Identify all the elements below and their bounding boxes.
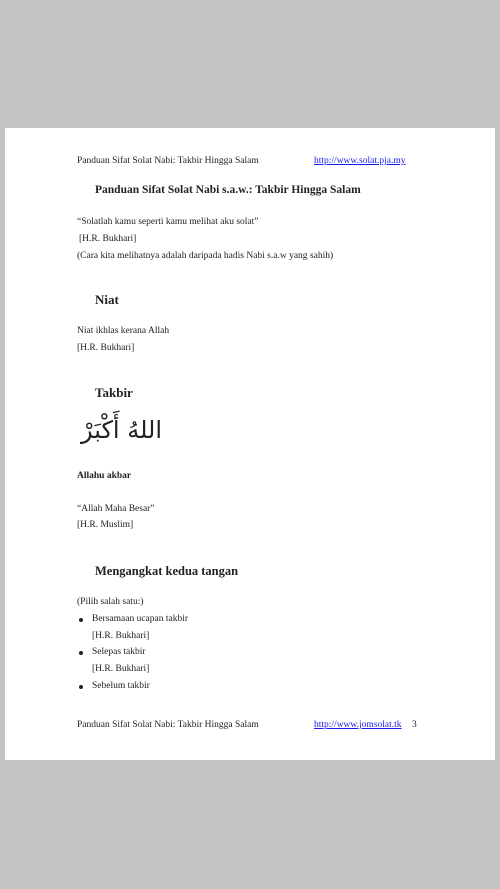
- footer-link[interactable]: http://www.jomsolat.tk: [314, 720, 402, 730]
- takbir-heading: Takbir: [95, 385, 133, 400]
- intro-quote: “Solatlah kamu seperti kamu melihat aku solat”: [77, 217, 259, 227]
- list-item: Selepas takbir: [92, 647, 146, 657]
- document-page: [5, 128, 495, 760]
- niat-text: Niat ikhlas kerana Allah: [77, 326, 170, 336]
- intro-source: [H.R. Bukhari]: [79, 234, 137, 244]
- mengangkat-heading: Mengangkat kedua tangan: [95, 564, 239, 578]
- list-item: Bersamaan ucapan takbir: [92, 614, 189, 624]
- niat-source: [H.R. Bukhari]: [77, 343, 135, 353]
- bullet-icon: [79, 618, 83, 622]
- main-title: Panduan Sifat Solat Nabi s.a.w.: Takbir Hingga Salam: [95, 184, 361, 196]
- page-number: 3: [412, 720, 417, 730]
- takbir-meaning: “Allah Maha Besar”: [77, 504, 155, 514]
- list-item-source: [H.R. Bukhari]: [92, 631, 150, 641]
- mengangkat-instruction: (Pilih salah satu:): [77, 597, 144, 607]
- list-item: Sebelum takbir: [92, 681, 150, 691]
- takbir-source: [H.R. Muslim]: [77, 520, 134, 530]
- bullet-icon: [79, 685, 83, 689]
- intro-note: (Cara kita melihatnya adalah daripada hadis Nabi s.a.w yang sahih): [77, 251, 334, 261]
- list-item-source: [H.R. Bukhari]: [92, 664, 150, 674]
- footer-title: Panduan Sifat Solat Nabi: Takbir Hingga Salam: [77, 720, 259, 730]
- takbir-transliteration: Allahu akbar: [77, 471, 132, 481]
- bullet-icon: [79, 651, 83, 655]
- niat-heading: Niat: [95, 292, 119, 307]
- header-title: Panduan Sifat Solat Nabi: Takbir Hingga Salam: [77, 156, 259, 166]
- header-link[interactable]: http://www.solat.pja.my: [314, 156, 406, 166]
- arabic-takbir-text: اللهُ أَكْبَرْ: [81, 416, 162, 444]
